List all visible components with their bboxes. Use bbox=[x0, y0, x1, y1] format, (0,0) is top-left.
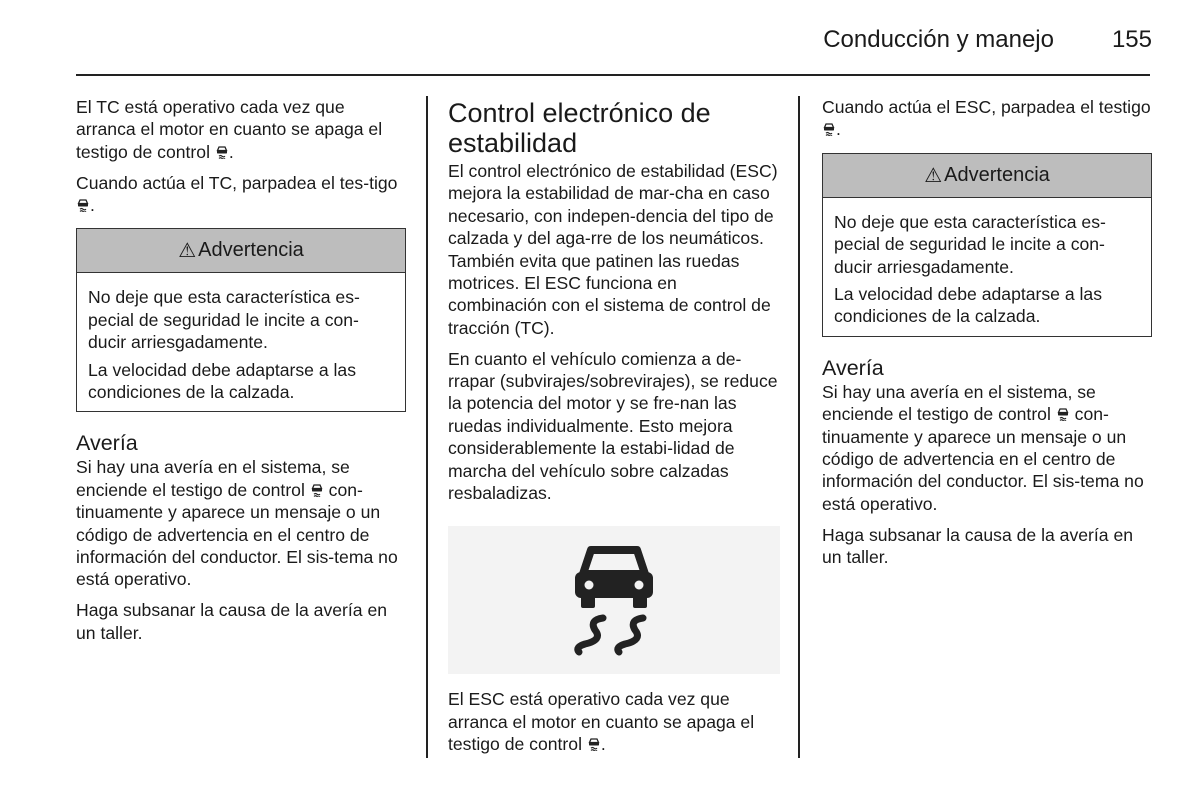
paragraph: El control electrónico de estabilidad (ESC) mejora la estabilidad de mar-cha en caso necesario, con indepen-dencia del tipo de calzada y del aga-rre de los neumáticos. También evita que patinen las ruedas motrices. El ESC funciona en combinación con el sistema de control de tracción (TC). bbox=[448, 161, 778, 338]
warning-text: No deje que esta característica es-pecial de seguridad le incite a con-ducir arriesgadamente. bbox=[88, 287, 360, 353]
esc-warning-lamp-icon bbox=[1057, 408, 1069, 421]
esc-warning-lamp-icon bbox=[216, 146, 228, 159]
esc-warning-lamp-icon bbox=[311, 484, 323, 497]
warning-box bbox=[822, 153, 1152, 337]
section-heading-esc: Control electrónico de estabilidad bbox=[448, 98, 711, 158]
section-heading-fault: Avería bbox=[822, 355, 884, 380]
page-header-title: Conducción y manejo bbox=[823, 26, 1054, 53]
esc-figure bbox=[448, 526, 780, 674]
esc-warning-lamp-icon bbox=[77, 199, 89, 212]
header-rule bbox=[76, 74, 1150, 76]
warning-title: Advertencia bbox=[198, 239, 304, 262]
warning-header bbox=[77, 229, 405, 273]
esc-warning-lamp-icon bbox=[588, 738, 600, 751]
warning-box bbox=[76, 228, 406, 412]
paragraph: Haga subsanar la causa de la avería en un taller. bbox=[76, 600, 388, 643]
paragraph: El TC está operativo cada vez que arranca el motor en cuanto se apaga el testigo de control . bbox=[76, 97, 383, 162]
warning-text: La velocidad debe adaptarse a las condiciones de la calzada. bbox=[88, 359, 357, 403]
paragraph: Si hay una avería en el sistema, se enciende el testigo de control con-tinuamente y aparece un mensaje o un código de advertencia en el centro de información del conductor. El sis-tema no está operativo. bbox=[76, 457, 398, 590]
warning-title: Advertencia bbox=[944, 163, 1050, 186]
paragraph: Cuando actúa el ESC, parpadea el testigo . bbox=[822, 97, 1151, 140]
column-2 bbox=[448, 96, 780, 764]
column-divider bbox=[426, 96, 428, 758]
column-divider bbox=[798, 96, 800, 758]
paragraph: El ESC está operativo cada vez que arranca el motor en cuanto se apaga el testigo de control . bbox=[448, 689, 755, 755]
column-3 bbox=[822, 96, 1152, 577]
paragraph: En cuanto el vehículo comienza a de-rrapar (subvirajes/sobrevirajes), se reduce la potencia del motor y se fre-nan las ruedas individualmente. Esto mejora considerablemente la estabi-lidad de marcha del vehículo sobre calzadas resbaladizas. bbox=[448, 348, 778, 504]
section-heading-fault: Avería bbox=[76, 431, 138, 456]
esc-skidding-car-icon bbox=[559, 540, 669, 660]
warning-triangle-icon: ⚠ bbox=[178, 240, 197, 263]
paragraph: Cuando actúa el TC, parpadea el tes-tigo . bbox=[76, 172, 398, 216]
warning-text: No deje que esta característica es-pecial de seguridad le incite a con-ducir arriesgadamente. bbox=[834, 211, 1106, 277]
warning-text: La velocidad debe adaptarse a las condiciones de la calzada. bbox=[834, 284, 1103, 327]
paragraph: Si hay una avería en el sistema, se enciende el testigo de control con-tinuamente y aparece un mensaje o un código de advertencia en el centro de información del conductor. El sis-tema no está operativo. bbox=[822, 381, 1144, 514]
esc-warning-lamp-icon bbox=[823, 123, 835, 136]
paragraph: Haga subsanar la causa de la avería en un taller. bbox=[822, 524, 1134, 568]
warning-header bbox=[823, 154, 1151, 198]
page-number: 155 bbox=[1111, 26, 1152, 53]
warning-triangle-icon: ⚠ bbox=[924, 164, 943, 187]
column-1 bbox=[76, 96, 406, 652]
